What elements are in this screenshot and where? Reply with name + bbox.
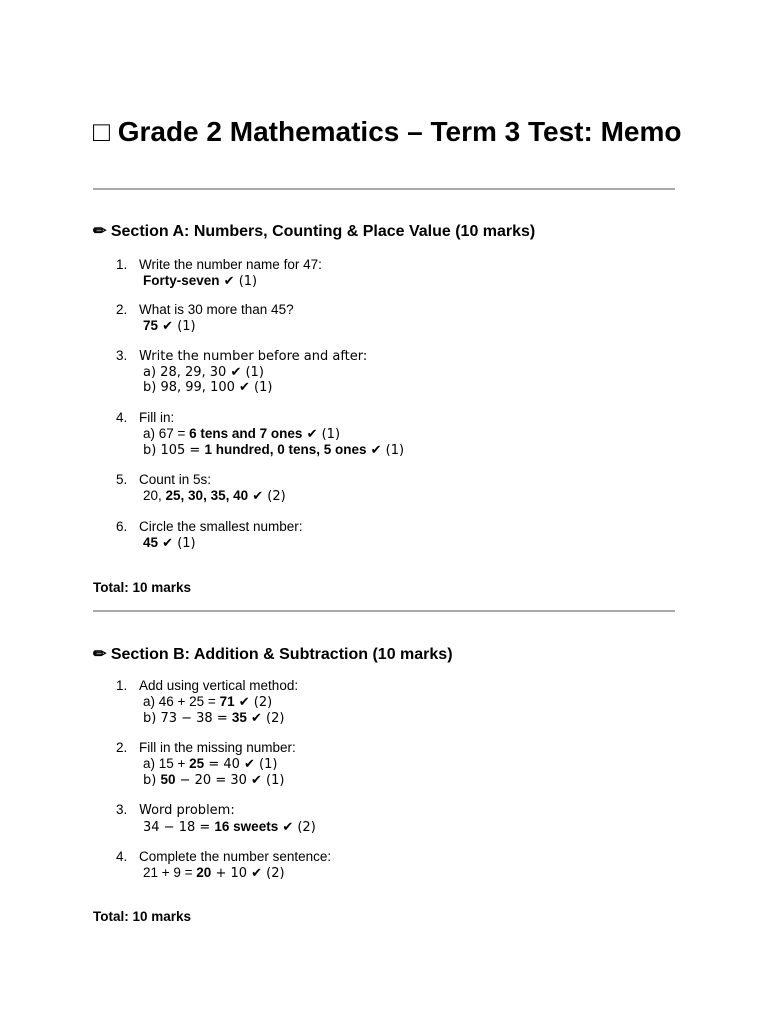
mark-value: ✔ (1) bbox=[219, 273, 258, 289]
question-number: 2. bbox=[116, 302, 128, 317]
section-a-question-6 bbox=[116, 519, 303, 551]
section-a-heading: ✏ Section A: Numbers, Counting & Place Value (10 marks) bbox=[93, 223, 536, 240]
question-prompt: Write the number name for 47: bbox=[139, 257, 322, 272]
mark-value: ✔ (1) bbox=[366, 443, 405, 458]
mark-value: ✔ (1) bbox=[158, 318, 196, 334]
answer-b-prefix: b) 73 − 38 = bbox=[143, 711, 232, 726]
answer: 75 bbox=[143, 317, 159, 333]
question-prompt: Fill in: bbox=[139, 410, 175, 425]
section-b-question-1 bbox=[116, 678, 298, 727]
question-number: 6. bbox=[116, 519, 128, 534]
section-a-question-4 bbox=[116, 410, 404, 459]
answer-prefix: 34 − 18 = bbox=[143, 819, 215, 835]
question-number: 4. bbox=[116, 849, 128, 864]
answer-a: 6 tens and 7 ones bbox=[189, 425, 303, 441]
question-prompt: Write the number before and after: bbox=[139, 349, 368, 364]
section-b-question-4 bbox=[116, 849, 331, 881]
answer-prefix: 20, bbox=[143, 487, 166, 503]
question-number: 4. bbox=[116, 410, 128, 425]
section-b-question-2 bbox=[116, 740, 296, 789]
answer-b-prefix: b) bbox=[143, 773, 161, 788]
section-a-question-2 bbox=[116, 302, 294, 334]
answer-a: 25 bbox=[189, 755, 205, 771]
mark-value: ✔ (1) bbox=[302, 426, 341, 442]
mark-value: ✔ (2) bbox=[234, 694, 273, 710]
answer-a-prefix: a) 15 + bbox=[143, 755, 190, 771]
mark-value: ✔ (2) bbox=[246, 711, 285, 726]
mark-value: ✔ (2) bbox=[278, 819, 316, 835]
answer-b: 50 bbox=[160, 772, 176, 787]
answer-a-prefix: a) 67 = bbox=[143, 425, 190, 441]
question-number: 1. bbox=[116, 257, 128, 272]
section-a-question-5 bbox=[116, 472, 286, 504]
answer-a: a) 28, 29, 30 ✔ (1) bbox=[143, 364, 264, 380]
question-number: 3. bbox=[116, 348, 128, 363]
question-prompt: Circle the smallest number: bbox=[139, 519, 303, 534]
answer-b-suffix: − 20 = 30 ✔ (1) bbox=[175, 773, 285, 788]
answer-b: 1 hundred, 0 tens, 5 ones bbox=[204, 442, 367, 457]
question-number: 3. bbox=[116, 802, 128, 817]
divider bbox=[93, 188, 675, 190]
answer-suffix: + 10 ✔ (2) bbox=[211, 865, 285, 881]
answer-b-prefix: b) 105 = bbox=[143, 443, 205, 458]
question-prompt: Complete the number sentence: bbox=[139, 849, 332, 864]
answer-a: 71 bbox=[219, 693, 235, 709]
answer: 45 bbox=[143, 534, 159, 550]
section-a-question-3 bbox=[116, 348, 367, 396]
section-a-question-1 bbox=[116, 257, 322, 289]
question-number: 2. bbox=[116, 740, 128, 755]
mark-value: ✔ (1) bbox=[158, 535, 196, 551]
section-b-heading: ✏ Section B: Addition & Subtraction (10 marks) bbox=[93, 646, 453, 663]
mark-value: ✔ (2) bbox=[248, 488, 286, 504]
divider bbox=[93, 610, 675, 612]
answer-a-prefix: a) 46 + 25 = bbox=[143, 693, 220, 709]
question-prompt: What is 30 more than 45? bbox=[139, 302, 294, 317]
section-a-total: Total: 10 marks bbox=[93, 580, 192, 595]
section-b-question-3 bbox=[116, 802, 316, 835]
question-prompt: Fill in the missing number: bbox=[139, 740, 296, 755]
page-title: □ Grade 2 Mathematics – Term 3 Test: Memo bbox=[93, 116, 682, 147]
answer-prefix: 21 + 9 = bbox=[143, 864, 197, 880]
answer-a-suffix: = 40 ✔ (1) bbox=[204, 756, 278, 772]
answer-b: 35 bbox=[231, 710, 247, 725]
question-number: 1. bbox=[116, 678, 128, 693]
answer-b: b) 98, 99, 100 ✔ (1) bbox=[143, 380, 273, 395]
section-b-total: Total: 10 marks bbox=[93, 909, 192, 924]
answer: 25, 30, 35, 40 bbox=[165, 487, 249, 503]
question-prompt: Add using vertical method: bbox=[139, 678, 299, 693]
question-prompt: Count in 5s: bbox=[139, 472, 212, 487]
question-number: 5. bbox=[116, 472, 128, 487]
answer: 20 bbox=[196, 864, 212, 880]
answer: Forty-seven bbox=[143, 272, 220, 288]
answer: 16 sweets bbox=[214, 818, 279, 834]
question-prompt: Word problem: bbox=[139, 803, 235, 818]
